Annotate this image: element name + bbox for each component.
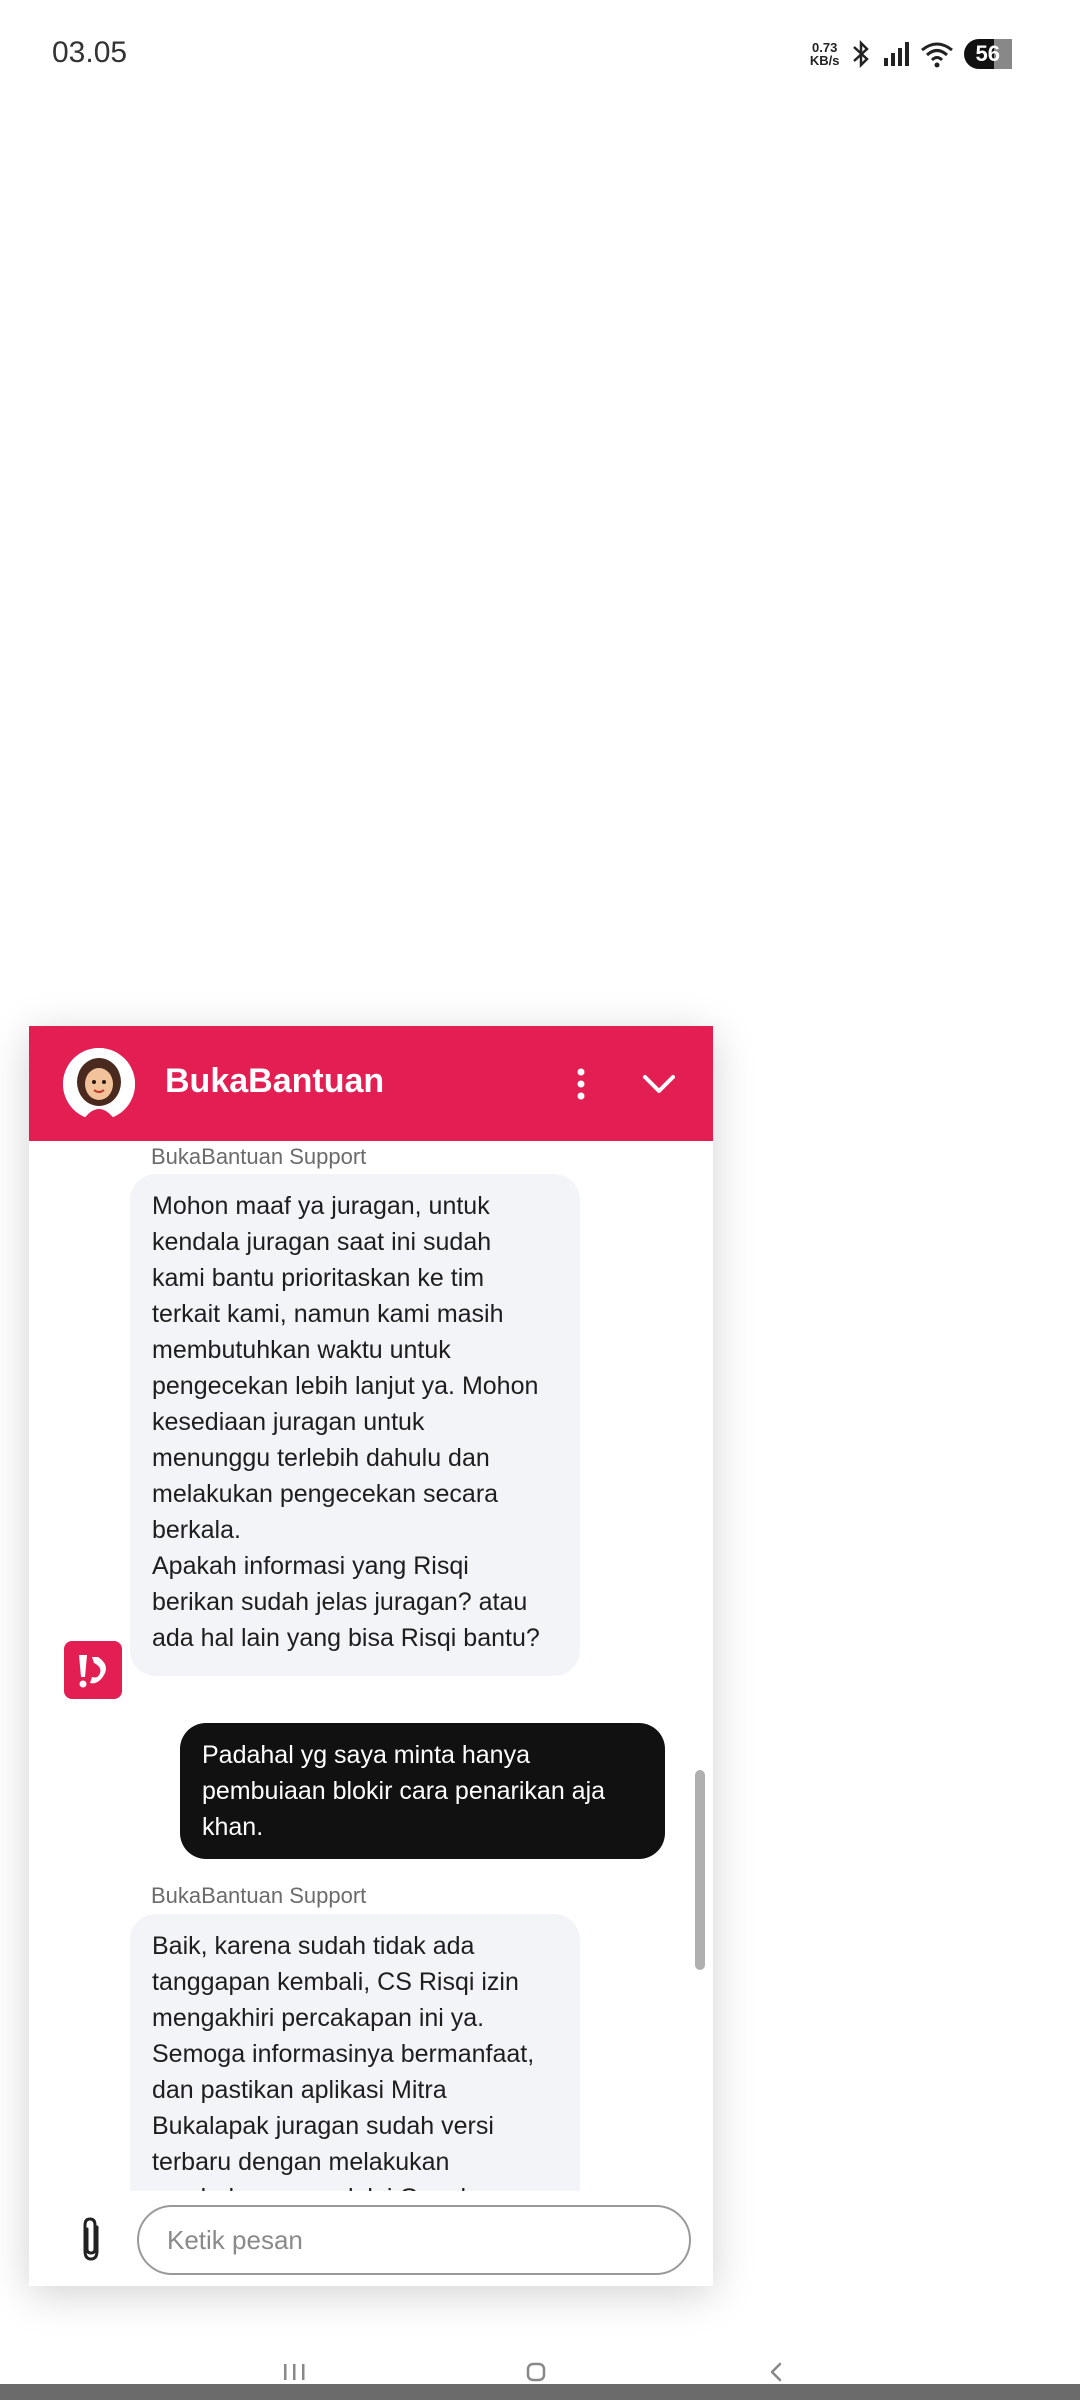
bukalapak-logo [64,1641,122,1699]
chat-title: BukaBantuan [165,1062,385,1100]
paperclip-icon [69,2215,115,2265]
battery-indicator [964,39,1012,69]
chat-scrollbar[interactable] [695,1770,705,1970]
sender-name: BukaBantuan Support [151,1883,367,1908]
status-bar [0,0,1080,110]
attach-button[interactable] [69,2215,115,2265]
chat-messages[interactable] [29,1141,713,2191]
bot-message-bubble: Baik, karena sudah tidak ada tanggapan kembali, CS Risqi izin mengakhiri percakapan ini ya. Semoga informasinya bermanfaat, dan pastikan aplikasi Mitra Bukalapak juragan sudah versi terbaru dengan melakukan [130,1914,580,2234]
user-message-bubble: Padahal yg saya minta hanya pembuiaan blokir cara penarikan aja khan. [180,1723,665,1859]
message-input[interactable] [137,2205,691,2275]
message-composer [29,2191,713,2286]
chat-header [29,1026,713,1141]
wifi-icon [920,40,954,68]
network-speed-value: 0.73 [812,40,838,55]
bottom-gesture-strip [0,2384,1080,2400]
bluetooth-icon [850,39,872,69]
menu-button[interactable] [561,1060,601,1108]
sender-name: BukaBantuan Support [151,1144,367,1169]
network-speed-unit: KB/s [809,53,840,68]
more-vertical-icon [561,1060,601,1108]
signal-icon [882,40,910,68]
chevron-down-icon [635,1062,683,1106]
status-icons [810,36,1012,72]
battery-level: 56 [975,41,1000,66]
agent-avatar [63,1048,135,1120]
status-time: 03.05 [52,36,128,69]
chat-widget [29,1026,713,2286]
collapse-button[interactable] [635,1062,683,1106]
network-speed [810,41,840,67]
bot-message-bubble: Mohon maaf ya juragan, untuk kendala juragan saat ini sudah kami bantu prioritaskan ke tim terkait kami, namun kami masih membutuhkan waktu untuk pengecekan lebih lanjut ya. Mohon kesediaan juragan untuk menunggu terlebih dahulu dan melakukan pengecekan secara berkala. Apakah informasi yang Risqi berikan sudah jelas juragan? atau ada hal lain yang bisa Risqi bantu? [130,1174,580,1676]
